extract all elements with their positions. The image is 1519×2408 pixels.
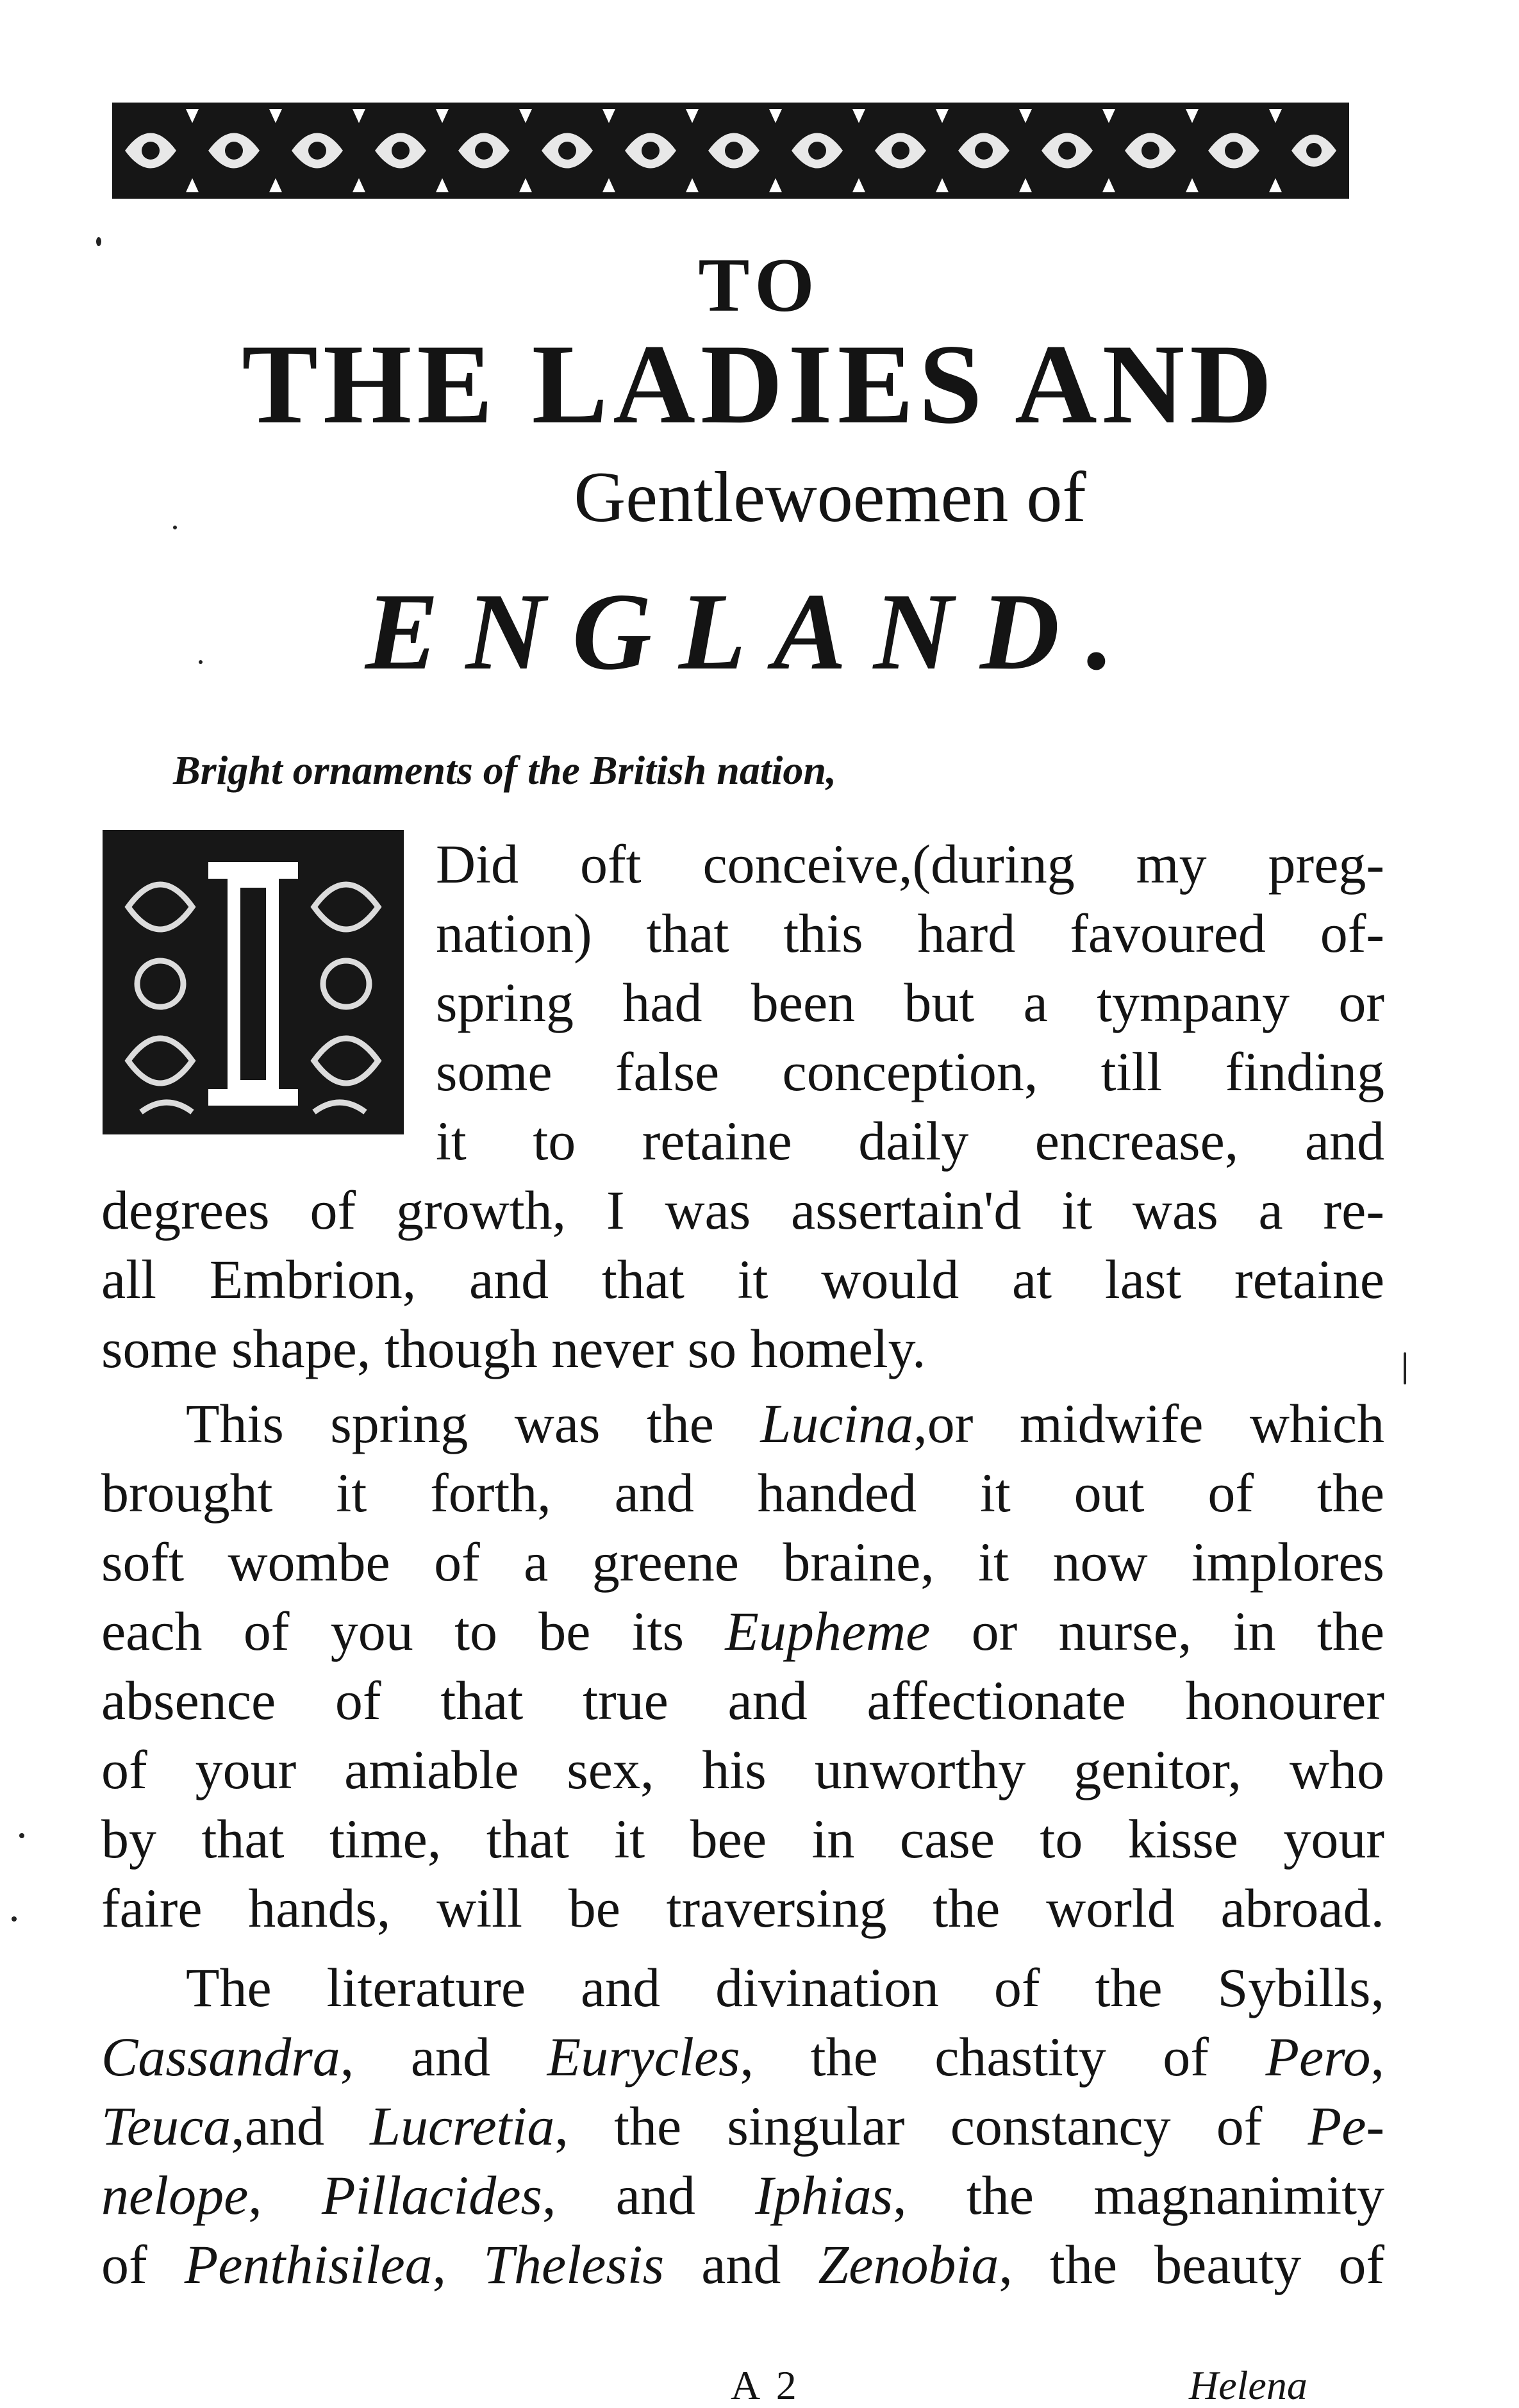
signature-mark: A 2 (731, 2362, 801, 2408)
body-line: This spring was the Lucina,or midwife which (186, 1393, 1384, 1454)
ornamental-headpiece (112, 103, 1349, 199)
body-line: absence of that true and affectionate honourer (101, 1670, 1384, 1731)
heading-to: TO (698, 242, 821, 328)
body-line: some shape, though never so homely. (101, 1318, 926, 1379)
body-line: spring had been but a tympany or (436, 972, 1384, 1033)
body-line: nation) that this hard favoured of- (436, 902, 1384, 964)
body-line: all Embrion, and that it would at last retaine (101, 1249, 1384, 1310)
scan-speck (1404, 1352, 1406, 1384)
body-line: The literature and divination of the Sybills, (186, 1957, 1384, 2018)
body-line: nelope, Pillacides, and Iphias, the magnanimity (101, 2164, 1385, 2226)
heading-title-line-2: Gentlewoemen of (574, 458, 1086, 537)
body-line: brought it forth, and handed it out of the (101, 1462, 1384, 1524)
body-line: soft wombe of a greene braine, it now implores (101, 1531, 1384, 1593)
body-line: some false conception, till finding (436, 1041, 1384, 1102)
body-line: Did oft conceive,(during my preg- (436, 833, 1384, 895)
scan-speck (173, 526, 177, 529)
body-line: it to retaine daily encrease, and (436, 1110, 1384, 1172)
scan-speck (96, 237, 101, 246)
decorated-initial-icon (103, 830, 404, 1134)
scan-speck (12, 1916, 17, 1922)
body-line: Cassandra, and Eurycles, the chastity of Pero, (101, 2026, 1384, 2088)
heading-title-line-1: THE LADIES AND (242, 320, 1277, 447)
scan-speck (199, 660, 203, 664)
decorated-initial (103, 830, 404, 1134)
body-line: of your amiable sex, his unworthy genitor, who (101, 1739, 1384, 1800)
heading-title-line-3: ENGLAND. (365, 571, 1141, 693)
salutation: Bright ornaments of the British nation, (173, 747, 836, 793)
body-line: each of you to be its Eupheme or nurse, in the (101, 1600, 1384, 1662)
scan-speck (19, 1833, 24, 1838)
fleuron-band-icon (112, 103, 1349, 199)
body-line: degrees of growth, I was assertain'd it was a re- (101, 1179, 1384, 1241)
body-line: faire hands, will be traversing the world abroad. (101, 1877, 1384, 1939)
body-line: Teuca,and Lucretia, the singular constancy of Pe- (101, 2095, 1384, 2157)
body-line: by that time, that it bee in case to kisse your (101, 1808, 1384, 1870)
body-line: of Penthisilea, Thelesis and Zenobia, the beauty of (101, 2234, 1385, 2295)
catchword: Helena (1189, 2362, 1307, 2408)
